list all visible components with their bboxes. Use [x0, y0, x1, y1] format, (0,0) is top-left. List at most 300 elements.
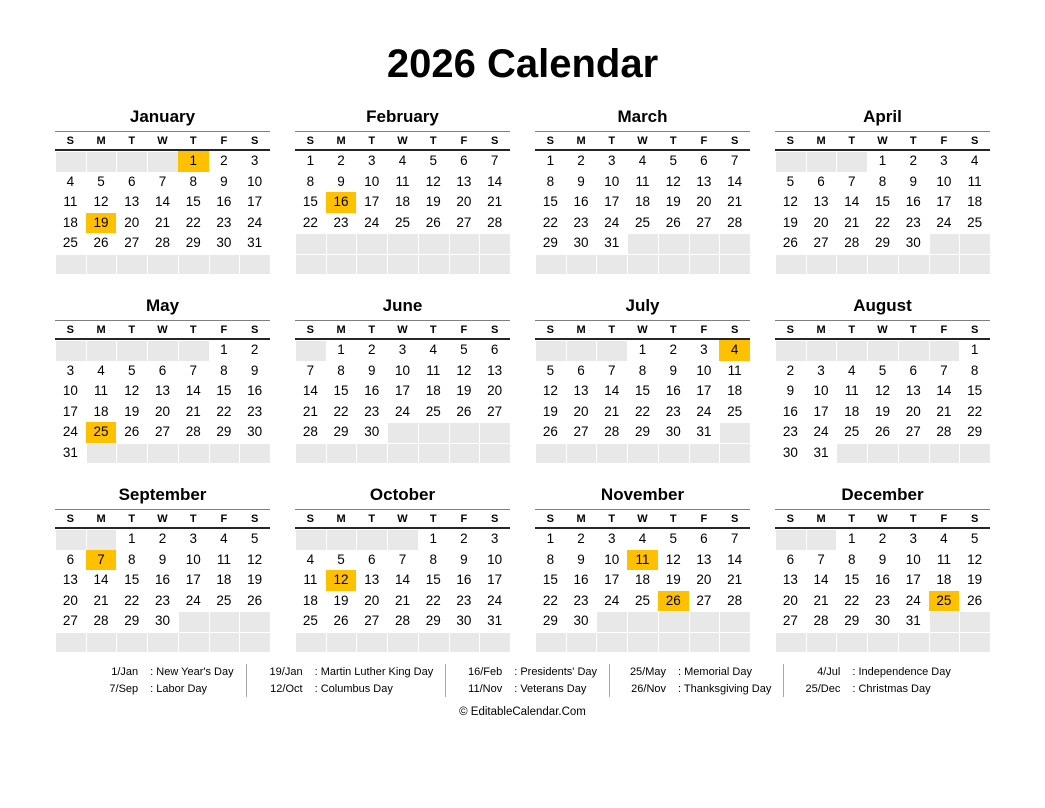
empty-cell — [898, 632, 929, 653]
day-cell: 26 — [124, 424, 140, 439]
day-cell: 7 — [730, 153, 739, 168]
empty-cell — [147, 340, 178, 361]
week-row — [775, 381, 990, 402]
day-cell: 18 — [302, 592, 318, 608]
day-cell: 19 — [782, 214, 798, 230]
day-cell: 8 — [189, 173, 197, 189]
week-row — [55, 340, 270, 361]
empty-cell — [929, 233, 960, 254]
day-cell: 4 — [638, 531, 647, 546]
day-cell: 11 — [395, 173, 410, 189]
weekday-header: W — [157, 513, 168, 525]
day-cell: 12 — [542, 383, 558, 398]
empty-cell — [719, 233, 750, 254]
week-row — [295, 570, 510, 591]
weekday-header: M — [576, 513, 586, 525]
day-cell: 7 — [608, 362, 616, 378]
day-cell: 14 — [185, 383, 201, 398]
empty-cell — [689, 233, 720, 254]
day-cell: 14 — [727, 173, 743, 189]
week-row — [535, 233, 750, 254]
weekday-header: F — [940, 513, 948, 525]
weekday-header: M — [336, 135, 346, 147]
weekday-header: M — [816, 135, 826, 147]
weekday-header-row — [775, 131, 990, 151]
weekday-header: T — [429, 135, 437, 147]
day-cell: 9 — [786, 383, 795, 398]
day-cell: 10 — [364, 173, 380, 189]
day-cell: 2 — [577, 153, 585, 168]
weekday-header: M — [96, 513, 106, 525]
day-cell: 3 — [250, 153, 259, 168]
holiday-cell: 16 — [326, 192, 357, 213]
empty-cell — [178, 443, 209, 464]
empty-cell — [689, 254, 720, 275]
legend-holiday-name: : Veterans Day — [514, 682, 587, 695]
empty-cell — [929, 443, 960, 464]
week-row — [55, 213, 270, 234]
month-august — [775, 296, 990, 463]
day-cell: 20 — [905, 403, 921, 419]
day-cell: 3 — [490, 531, 499, 546]
empty-cell — [836, 151, 867, 172]
day-cell: 21 — [844, 214, 860, 230]
day-cell: 20 — [696, 194, 712, 209]
day-cell: 23 — [874, 592, 890, 608]
day-cell: 29 — [185, 235, 201, 250]
day-cell: 26 — [456, 403, 472, 419]
week-row — [295, 254, 510, 275]
empty-cell — [116, 443, 147, 464]
empty-cell — [356, 254, 387, 275]
empty-cell — [535, 632, 566, 653]
weekday-header: M — [816, 324, 826, 336]
weekday-header: W — [877, 513, 888, 525]
week-row — [775, 213, 990, 234]
day-cell: 1 — [429, 531, 437, 546]
weekday-header: W — [877, 135, 888, 147]
day-cell: 26 — [542, 424, 558, 439]
day-cell: 24 — [364, 214, 380, 230]
week-row — [295, 550, 510, 571]
day-cell: 8 — [638, 362, 647, 378]
day-cell: 23 — [247, 403, 263, 419]
day-cell: 30 — [216, 235, 232, 250]
day-cell: 16 — [874, 572, 890, 587]
day-cell: 27 — [573, 424, 589, 439]
day-cell: 12 — [874, 383, 890, 398]
day-cell: 10 — [696, 362, 712, 378]
weekday-header: T — [909, 135, 917, 147]
week-row — [775, 402, 990, 423]
week-row — [535, 340, 750, 361]
day-cell: 17 — [905, 572, 921, 587]
day-cell: 9 — [220, 173, 228, 189]
empty-cell — [147, 443, 178, 464]
day-cell: 15 — [185, 194, 201, 209]
legend-column — [784, 664, 962, 697]
page-title: 2026 Calendar — [386, 42, 659, 86]
week-row — [535, 570, 750, 591]
legend-date: 25/May — [629, 666, 667, 678]
day-cell: 5 — [669, 153, 677, 168]
empty-cell — [719, 443, 750, 464]
week-row — [775, 192, 990, 213]
day-cell: 27 — [782, 613, 798, 628]
holiday-cell: 19 — [86, 213, 117, 234]
day-cell: 10 — [604, 551, 620, 567]
day-cell: 24 — [62, 424, 78, 439]
weekday-header: T — [189, 513, 197, 525]
day-cell: 25 — [967, 214, 983, 230]
empty-cell — [295, 443, 326, 464]
weekday-header: T — [189, 135, 197, 147]
day-cell: 16 — [247, 383, 263, 398]
weekday-header: W — [157, 324, 168, 336]
day-cell: 14 — [727, 551, 743, 567]
legend-date: 7/Sep — [109, 682, 139, 695]
week-row — [535, 361, 750, 382]
day-cell: 15 — [124, 572, 140, 587]
weekday-header: S — [786, 324, 795, 336]
day-cell: 30 — [874, 613, 890, 628]
day-cell: 13 — [696, 551, 712, 567]
day-cell: 14 — [604, 383, 620, 398]
empty-cell — [689, 632, 720, 653]
day-cell: 10 — [487, 551, 503, 567]
day-cell: 19 — [124, 403, 140, 419]
day-cell: 6 — [909, 362, 917, 378]
weekday-header: M — [336, 324, 346, 336]
day-cell: 21 — [394, 592, 410, 608]
empty-cell — [806, 151, 837, 172]
day-cell: 10 — [62, 383, 78, 398]
empty-cell — [178, 632, 209, 653]
day-cell: 15 — [302, 194, 318, 209]
week-row — [295, 192, 510, 213]
day-cell: 14 — [302, 383, 318, 398]
empty-cell — [658, 611, 689, 632]
empty-cell — [387, 443, 418, 464]
day-cell: 15 — [333, 383, 349, 398]
week-row — [535, 632, 750, 653]
weekday-header: F — [220, 324, 228, 336]
week-row — [535, 529, 750, 550]
empty-cell — [449, 632, 480, 653]
day-cell: 11 — [635, 173, 650, 189]
empty-cell — [535, 340, 566, 361]
empty-cell — [239, 611, 270, 632]
empty-cell — [55, 340, 86, 361]
day-cell: 5 — [337, 551, 345, 567]
empty-cell — [209, 611, 240, 632]
month-title: May — [145, 296, 180, 315]
day-cell: 6 — [128, 173, 136, 189]
weekday-header: S — [66, 324, 75, 336]
day-cell: 15 — [634, 383, 650, 398]
weekday-header: W — [397, 513, 408, 525]
day-cell: 12 — [665, 551, 681, 567]
day-cell: 21 — [185, 403, 201, 419]
day-cell: 6 — [817, 173, 825, 189]
legend-holiday-name: : Labor Day — [150, 682, 208, 695]
empty-cell — [867, 632, 898, 653]
day-cell: 16 — [216, 194, 232, 209]
day-cell: 14 — [154, 194, 170, 209]
weekday-header: S — [306, 324, 315, 336]
day-cell: 4 — [97, 362, 105, 378]
empty-cell — [929, 632, 960, 653]
weekday-header: S — [970, 513, 979, 525]
weekday-header: T — [848, 135, 856, 147]
day-cell: 6 — [700, 153, 708, 168]
weekday-header: T — [848, 513, 856, 525]
day-cell: 1 — [970, 342, 979, 357]
day-cell: 24 — [696, 403, 712, 419]
day-cell: 9 — [460, 551, 468, 567]
empty-cell — [326, 632, 357, 653]
day-cell: 19 — [874, 403, 890, 419]
weekday-header: M — [576, 324, 586, 336]
legend-entry — [259, 664, 434, 681]
empty-cell — [239, 632, 270, 653]
weekday-header: F — [940, 324, 948, 336]
empty-cell — [836, 632, 867, 653]
month-title: November — [600, 485, 685, 504]
week-row — [55, 381, 270, 402]
day-cell: 16 — [782, 403, 798, 419]
day-cell: 28 — [844, 235, 860, 250]
day-cell: 7 — [398, 551, 407, 567]
day-cell: 20 — [62, 592, 78, 608]
week-row — [535, 213, 750, 234]
month-november — [535, 485, 750, 652]
day-cell: 25 — [62, 235, 78, 250]
day-cell: 14 — [813, 572, 829, 587]
day-cell: 24 — [394, 403, 410, 419]
day-cell: 5 — [669, 531, 677, 546]
month-february — [295, 107, 510, 274]
day-cell: 8 — [970, 362, 979, 378]
empty-cell — [689, 611, 720, 632]
day-cell: 16 — [456, 572, 472, 587]
empty-cell — [719, 254, 750, 275]
empty-cell — [658, 632, 689, 653]
legend-date: 19/Jan — [269, 666, 303, 678]
day-cell: 26 — [874, 424, 890, 439]
day-cell: 5 — [786, 173, 795, 189]
day-cell: 25 — [634, 214, 650, 230]
empty-cell — [86, 632, 117, 653]
day-cell: 8 — [546, 551, 555, 567]
weekday-header: T — [669, 513, 677, 525]
empty-cell — [295, 254, 326, 275]
day-cell: 28 — [185, 424, 201, 439]
legend-date: 1/Jan — [111, 666, 139, 678]
day-cell: 15 — [542, 572, 558, 587]
day-cell: 23 — [573, 592, 589, 608]
empty-cell — [295, 340, 326, 361]
day-cell: 24 — [604, 592, 620, 608]
day-cell: 19 — [247, 572, 263, 587]
weekday-header: S — [66, 513, 75, 525]
day-cell: 4 — [306, 551, 315, 567]
weekday-header: W — [637, 324, 648, 336]
week-row — [775, 443, 990, 464]
empty-cell — [658, 233, 689, 254]
day-cell: 27 — [364, 613, 380, 628]
empty-cell — [387, 233, 418, 254]
day-cell: 28 — [93, 613, 109, 628]
day-cell: 14 — [394, 572, 410, 587]
day-cell: 3 — [66, 362, 75, 378]
day-cell: 21 — [936, 403, 952, 419]
day-cell: 9 — [878, 551, 887, 567]
legend-column — [247, 664, 447, 697]
weekday-header: T — [368, 513, 376, 525]
day-cell: 27 — [154, 424, 170, 439]
empty-cell — [898, 443, 929, 464]
month-october — [295, 485, 510, 652]
weekday-header: S — [546, 324, 555, 336]
day-cell: 27 — [124, 235, 140, 250]
day-cell: 17 — [696, 383, 712, 398]
legend-column — [610, 664, 784, 697]
day-cell: 4 — [848, 362, 856, 378]
day-cell: 28 — [487, 214, 503, 230]
holiday-legend — [45, 664, 1000, 697]
empty-cell — [775, 340, 806, 361]
empty-cell — [596, 254, 627, 275]
day-cell: 25 — [394, 214, 410, 230]
week-row — [295, 529, 510, 550]
legend-entry — [796, 681, 950, 698]
empty-cell — [209, 443, 240, 464]
day-cell: 24 — [487, 592, 503, 608]
week-row — [775, 529, 990, 550]
day-cell: 4 — [429, 342, 437, 357]
day-cell: 16 — [364, 383, 380, 398]
day-cell: 18 — [634, 194, 650, 209]
week-row — [535, 172, 750, 193]
holiday-cell: 7 — [86, 550, 117, 571]
empty-cell — [929, 340, 960, 361]
day-cell: 15 — [844, 572, 860, 587]
weekday-header: M — [96, 324, 106, 336]
week-row — [535, 591, 750, 612]
week-row — [55, 254, 270, 275]
months-grid — [55, 107, 990, 652]
weekday-header: T — [128, 324, 136, 336]
empty-cell — [295, 233, 326, 254]
day-cell: 16 — [573, 194, 589, 209]
weekday-header: T — [608, 135, 616, 147]
empty-cell — [719, 611, 750, 632]
day-cell: 3 — [608, 153, 616, 168]
empty-cell — [929, 254, 960, 275]
holiday-cell: 4 — [719, 340, 750, 361]
empty-cell — [535, 443, 566, 464]
week-row — [775, 254, 990, 275]
weekday-header: T — [909, 324, 917, 336]
week-row — [535, 402, 750, 423]
day-cell: 26 — [93, 235, 109, 250]
empty-cell — [178, 340, 209, 361]
day-cell: 23 — [782, 424, 798, 439]
weekday-header: T — [429, 324, 437, 336]
day-cell: 3 — [189, 531, 197, 546]
day-cell: 20 — [813, 214, 829, 230]
day-cell: 18 — [216, 572, 232, 587]
empty-cell — [806, 340, 837, 361]
day-cell: 20 — [782, 592, 798, 608]
day-cell: 5 — [429, 153, 437, 168]
day-cell: 29 — [967, 424, 983, 439]
day-cell: 6 — [460, 153, 468, 168]
day-cell: 18 — [634, 572, 650, 587]
empty-cell — [295, 632, 326, 653]
legend-date: 12/Oct — [270, 682, 303, 695]
empty-cell — [147, 254, 178, 275]
day-cell: 1 — [848, 531, 856, 546]
week-row — [295, 151, 510, 172]
day-cell: 8 — [220, 362, 228, 378]
weekday-header: W — [157, 135, 168, 147]
day-cell: 6 — [577, 362, 585, 378]
week-row — [295, 402, 510, 423]
day-cell: 31 — [62, 444, 78, 460]
month-december — [775, 485, 990, 652]
day-cell: 20 — [456, 194, 472, 209]
day-cell: 17 — [813, 403, 829, 419]
weekday-header: S — [546, 135, 555, 147]
week-row — [535, 151, 750, 172]
empty-cell — [959, 254, 990, 275]
empty-cell — [479, 443, 510, 464]
day-cell: 24 — [813, 424, 829, 439]
weekday-header-row — [775, 320, 990, 340]
day-cell: 5 — [546, 362, 555, 378]
day-cell: 17 — [604, 194, 620, 209]
week-row — [55, 233, 270, 254]
day-cell: 2 — [878, 531, 887, 546]
day-cell: 23 — [905, 214, 921, 230]
day-cell: 12 — [665, 173, 681, 189]
day-cell: 29 — [542, 613, 558, 628]
day-cell: 26 — [333, 613, 349, 628]
day-cell: 13 — [782, 572, 798, 587]
month-title: June — [382, 296, 423, 315]
day-cell: 16 — [905, 194, 921, 209]
weekday-header: S — [490, 513, 499, 525]
day-cell: 9 — [577, 551, 585, 567]
day-cell: 3 — [368, 153, 376, 168]
day-cell: 14 — [487, 173, 503, 189]
day-cell: 21 — [604, 403, 620, 419]
empty-cell — [959, 632, 990, 653]
day-cell: 2 — [337, 153, 345, 168]
weekday-header: T — [128, 135, 136, 147]
week-row — [55, 550, 270, 571]
day-cell: 6 — [66, 551, 75, 567]
week-row — [775, 632, 990, 653]
empty-cell — [55, 529, 86, 550]
day-cell: 11 — [303, 572, 318, 587]
month-july — [535, 296, 750, 463]
month-title: August — [853, 296, 912, 315]
day-cell: 11 — [94, 383, 109, 398]
day-cell: 23 — [573, 214, 589, 230]
